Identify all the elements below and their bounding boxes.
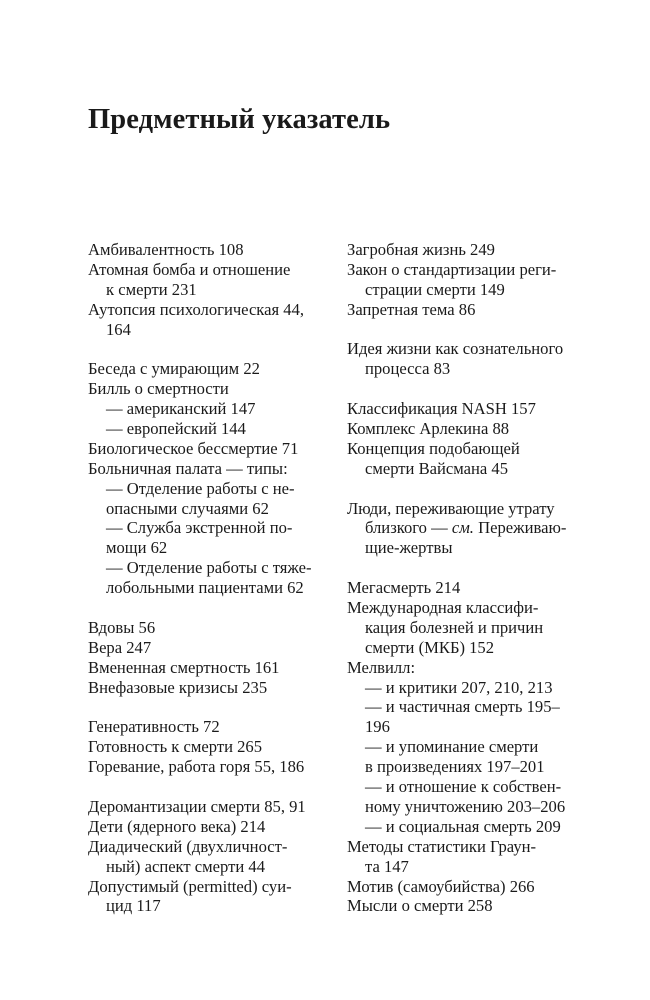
entry-text: процесса 83 bbox=[365, 359, 451, 379]
entry-text: Деромантизации смерти 85, 91 bbox=[88, 796, 306, 816]
index-entry-line bbox=[88, 240, 343, 260]
index-entry-line bbox=[347, 658, 617, 678]
entry-text: опасными случаями 62 bbox=[106, 498, 269, 518]
index-subentry-line bbox=[347, 817, 617, 837]
entry-text: Международная классифи- bbox=[347, 598, 539, 618]
index-subentry-line bbox=[88, 538, 343, 558]
entry-text: Идея жизни как сознательного bbox=[347, 339, 564, 359]
index-entry-line bbox=[88, 379, 343, 399]
entry-text: Мотив (самоубийства) 266 bbox=[347, 876, 535, 896]
entry-text: 164 bbox=[106, 319, 131, 339]
entry-text: Вдовы 56 bbox=[88, 617, 156, 637]
index-entry-line bbox=[88, 737, 343, 757]
index-subentry-line bbox=[347, 538, 617, 558]
entry-text: — и отношение к собствен- bbox=[365, 777, 562, 797]
entry-text: Допустимый (permitted) суи- bbox=[88, 876, 292, 896]
index-subentry-line bbox=[88, 518, 343, 538]
entry-text: — и социальная смерть 209 bbox=[365, 816, 561, 836]
entry-text: — Отделение работы с не- bbox=[106, 478, 295, 498]
entry-text: — Отделение работы с тяже- bbox=[106, 558, 312, 578]
index-subentry-line bbox=[88, 896, 343, 916]
index-subentry-line bbox=[347, 518, 617, 538]
entry-text: Классификация NASH 157 bbox=[347, 399, 536, 419]
entry-text: Дети (ядерного века) 214 bbox=[88, 816, 266, 836]
entry-text: Вмененная смертность 161 bbox=[88, 657, 280, 677]
entry-text: — и упоминание смерти bbox=[365, 737, 539, 757]
index-entry-line bbox=[347, 578, 617, 598]
index-entry-line bbox=[88, 877, 343, 897]
index-entry-line bbox=[347, 837, 617, 857]
entry-text: Больничная палата — типы: bbox=[88, 458, 288, 478]
index-subentry-line bbox=[347, 359, 617, 379]
entry-text: кация болезней и причин bbox=[365, 617, 544, 637]
index-entry-line bbox=[347, 240, 617, 260]
blank-line bbox=[88, 777, 343, 797]
index-subentry-line bbox=[347, 638, 617, 658]
entry-text: в произведениях 197–201 bbox=[365, 757, 545, 777]
index-subentry-line bbox=[88, 857, 343, 877]
entry-text: Мысли о смерти 258 bbox=[347, 896, 493, 916]
entry-text: Амбивалентность 108 bbox=[88, 240, 244, 259]
entry-text: ному уничтожению 203–206 bbox=[365, 796, 566, 816]
entry-text: Концепция подобающей bbox=[347, 438, 520, 458]
index-subentry-line bbox=[347, 757, 617, 777]
entry-text: Аутопсия психологическая 44, bbox=[88, 299, 305, 319]
index-subentry-line bbox=[88, 578, 343, 598]
entry-text: смерти Вайсмана 45 bbox=[365, 458, 509, 478]
index-entry-line bbox=[347, 419, 617, 439]
index-subentry-line bbox=[88, 399, 343, 419]
entry-text: Внефазовые кризисы 235 bbox=[88, 677, 268, 697]
entry-text: 196 bbox=[365, 717, 390, 737]
entry-text: Методы статистики Граун- bbox=[347, 836, 537, 856]
entry-text: Билль о смертности bbox=[88, 379, 229, 399]
entry-text: ный) аспект смерти 44 bbox=[106, 856, 265, 876]
entry-text: Горевание, работа горя 55, 186 bbox=[88, 757, 305, 777]
entry-text: цид 117 bbox=[106, 896, 161, 916]
entry-text: Мегасмерть 214 bbox=[347, 578, 461, 598]
index-entry-line bbox=[88, 638, 343, 658]
blank-line bbox=[347, 320, 617, 340]
entry-text: Вера 247 bbox=[88, 637, 152, 657]
index-subentry-line bbox=[88, 320, 343, 340]
index-entry-line bbox=[88, 678, 343, 698]
index-subentry-line bbox=[88, 280, 343, 300]
entry-text: — американский 147 bbox=[106, 399, 256, 419]
index-subentry-line bbox=[347, 737, 617, 757]
index-entry-line bbox=[347, 260, 617, 280]
entry-text: смерти (МКБ) 152 bbox=[365, 637, 495, 657]
entry-text: Загробная жизнь 249 bbox=[347, 240, 495, 259]
index-subentry-line bbox=[347, 280, 617, 300]
index-subentry-line bbox=[88, 419, 343, 439]
entry-text: та 147 bbox=[365, 856, 409, 876]
entry-text: к смерти 231 bbox=[106, 279, 197, 299]
entry-text: Переживаю- bbox=[473, 518, 567, 538]
blank-line bbox=[88, 339, 343, 359]
entry-text: Мелвилл: bbox=[347, 657, 416, 677]
entry-text: Диадический (двухличност- bbox=[88, 836, 288, 856]
entry-text: мощи 62 bbox=[106, 538, 168, 558]
index-entry-line bbox=[88, 459, 343, 479]
entry-text: Атомная бомба и отношение bbox=[88, 259, 291, 279]
entry-text: Запретная тема 86 bbox=[347, 299, 476, 319]
index-subentry-line bbox=[88, 479, 343, 499]
index-entry-line bbox=[347, 499, 617, 519]
blank-line bbox=[88, 697, 343, 717]
index-entry-line bbox=[347, 339, 617, 359]
index-subentry-line bbox=[347, 797, 617, 817]
index-entry-line bbox=[347, 598, 617, 618]
entry-text: лобольными пациентами 62 bbox=[106, 578, 304, 598]
index-column-left bbox=[88, 240, 343, 916]
index-subentry-line bbox=[347, 459, 617, 479]
see-reference: см. bbox=[451, 518, 474, 538]
index-entry-line bbox=[88, 260, 343, 280]
index-entry-line bbox=[88, 439, 343, 459]
index-entry-line bbox=[88, 757, 343, 777]
entry-text: Закон о стандартизации реги- bbox=[347, 259, 557, 279]
index-entry-line bbox=[347, 877, 617, 897]
index-entry-line bbox=[88, 658, 343, 678]
entry-text: щие-жертвы bbox=[365, 538, 453, 558]
index-entry-line bbox=[347, 896, 617, 916]
index-entry-line bbox=[347, 399, 617, 419]
index-subentry-line bbox=[88, 499, 343, 519]
index-column-right bbox=[347, 240, 617, 916]
index-entry-line bbox=[347, 439, 617, 459]
index-entry-line bbox=[88, 817, 343, 837]
entry-text: — европейский 144 bbox=[106, 419, 246, 439]
index-entry-line bbox=[88, 618, 343, 638]
index-entry-line bbox=[88, 359, 343, 379]
page-title: Предметный указатель bbox=[88, 104, 391, 135]
index-subentry-line bbox=[347, 777, 617, 797]
blank-line bbox=[347, 479, 617, 499]
index-entry-line bbox=[88, 797, 343, 817]
blank-line bbox=[88, 598, 343, 618]
entry-text: — и частичная смерть 195– bbox=[365, 697, 560, 717]
entry-text: Генеративность 72 bbox=[88, 717, 220, 737]
index-subentry-line bbox=[347, 678, 617, 698]
entry-text: Биологическое бессмертие 71 bbox=[88, 438, 299, 458]
index-subentry-line bbox=[347, 717, 617, 737]
index-entry-line bbox=[88, 300, 343, 320]
entry-text: близкого — bbox=[365, 518, 452, 538]
entry-text: — и критики 207, 210, 213 bbox=[365, 677, 553, 697]
entry-text: страции смерти 149 bbox=[365, 279, 505, 299]
index-entry-line bbox=[347, 300, 617, 320]
entry-text: Беседа с умирающим 22 bbox=[88, 359, 260, 379]
index-entry-line bbox=[88, 837, 343, 857]
entry-text: — Служба экстренной по- bbox=[106, 518, 293, 538]
blank-line bbox=[347, 379, 617, 399]
index-subentry-line bbox=[347, 697, 617, 717]
entry-text: Комплекс Арлекина 88 bbox=[347, 419, 510, 439]
blank-line bbox=[347, 558, 617, 578]
index-entry-line bbox=[88, 717, 343, 737]
index-subentry-line bbox=[347, 618, 617, 638]
index-subentry-line bbox=[88, 558, 343, 578]
index-subentry-line bbox=[347, 857, 617, 877]
entry-text: Люди, переживающие утрату bbox=[347, 498, 555, 518]
entry-text: Готовность к смерти 265 bbox=[88, 737, 262, 757]
